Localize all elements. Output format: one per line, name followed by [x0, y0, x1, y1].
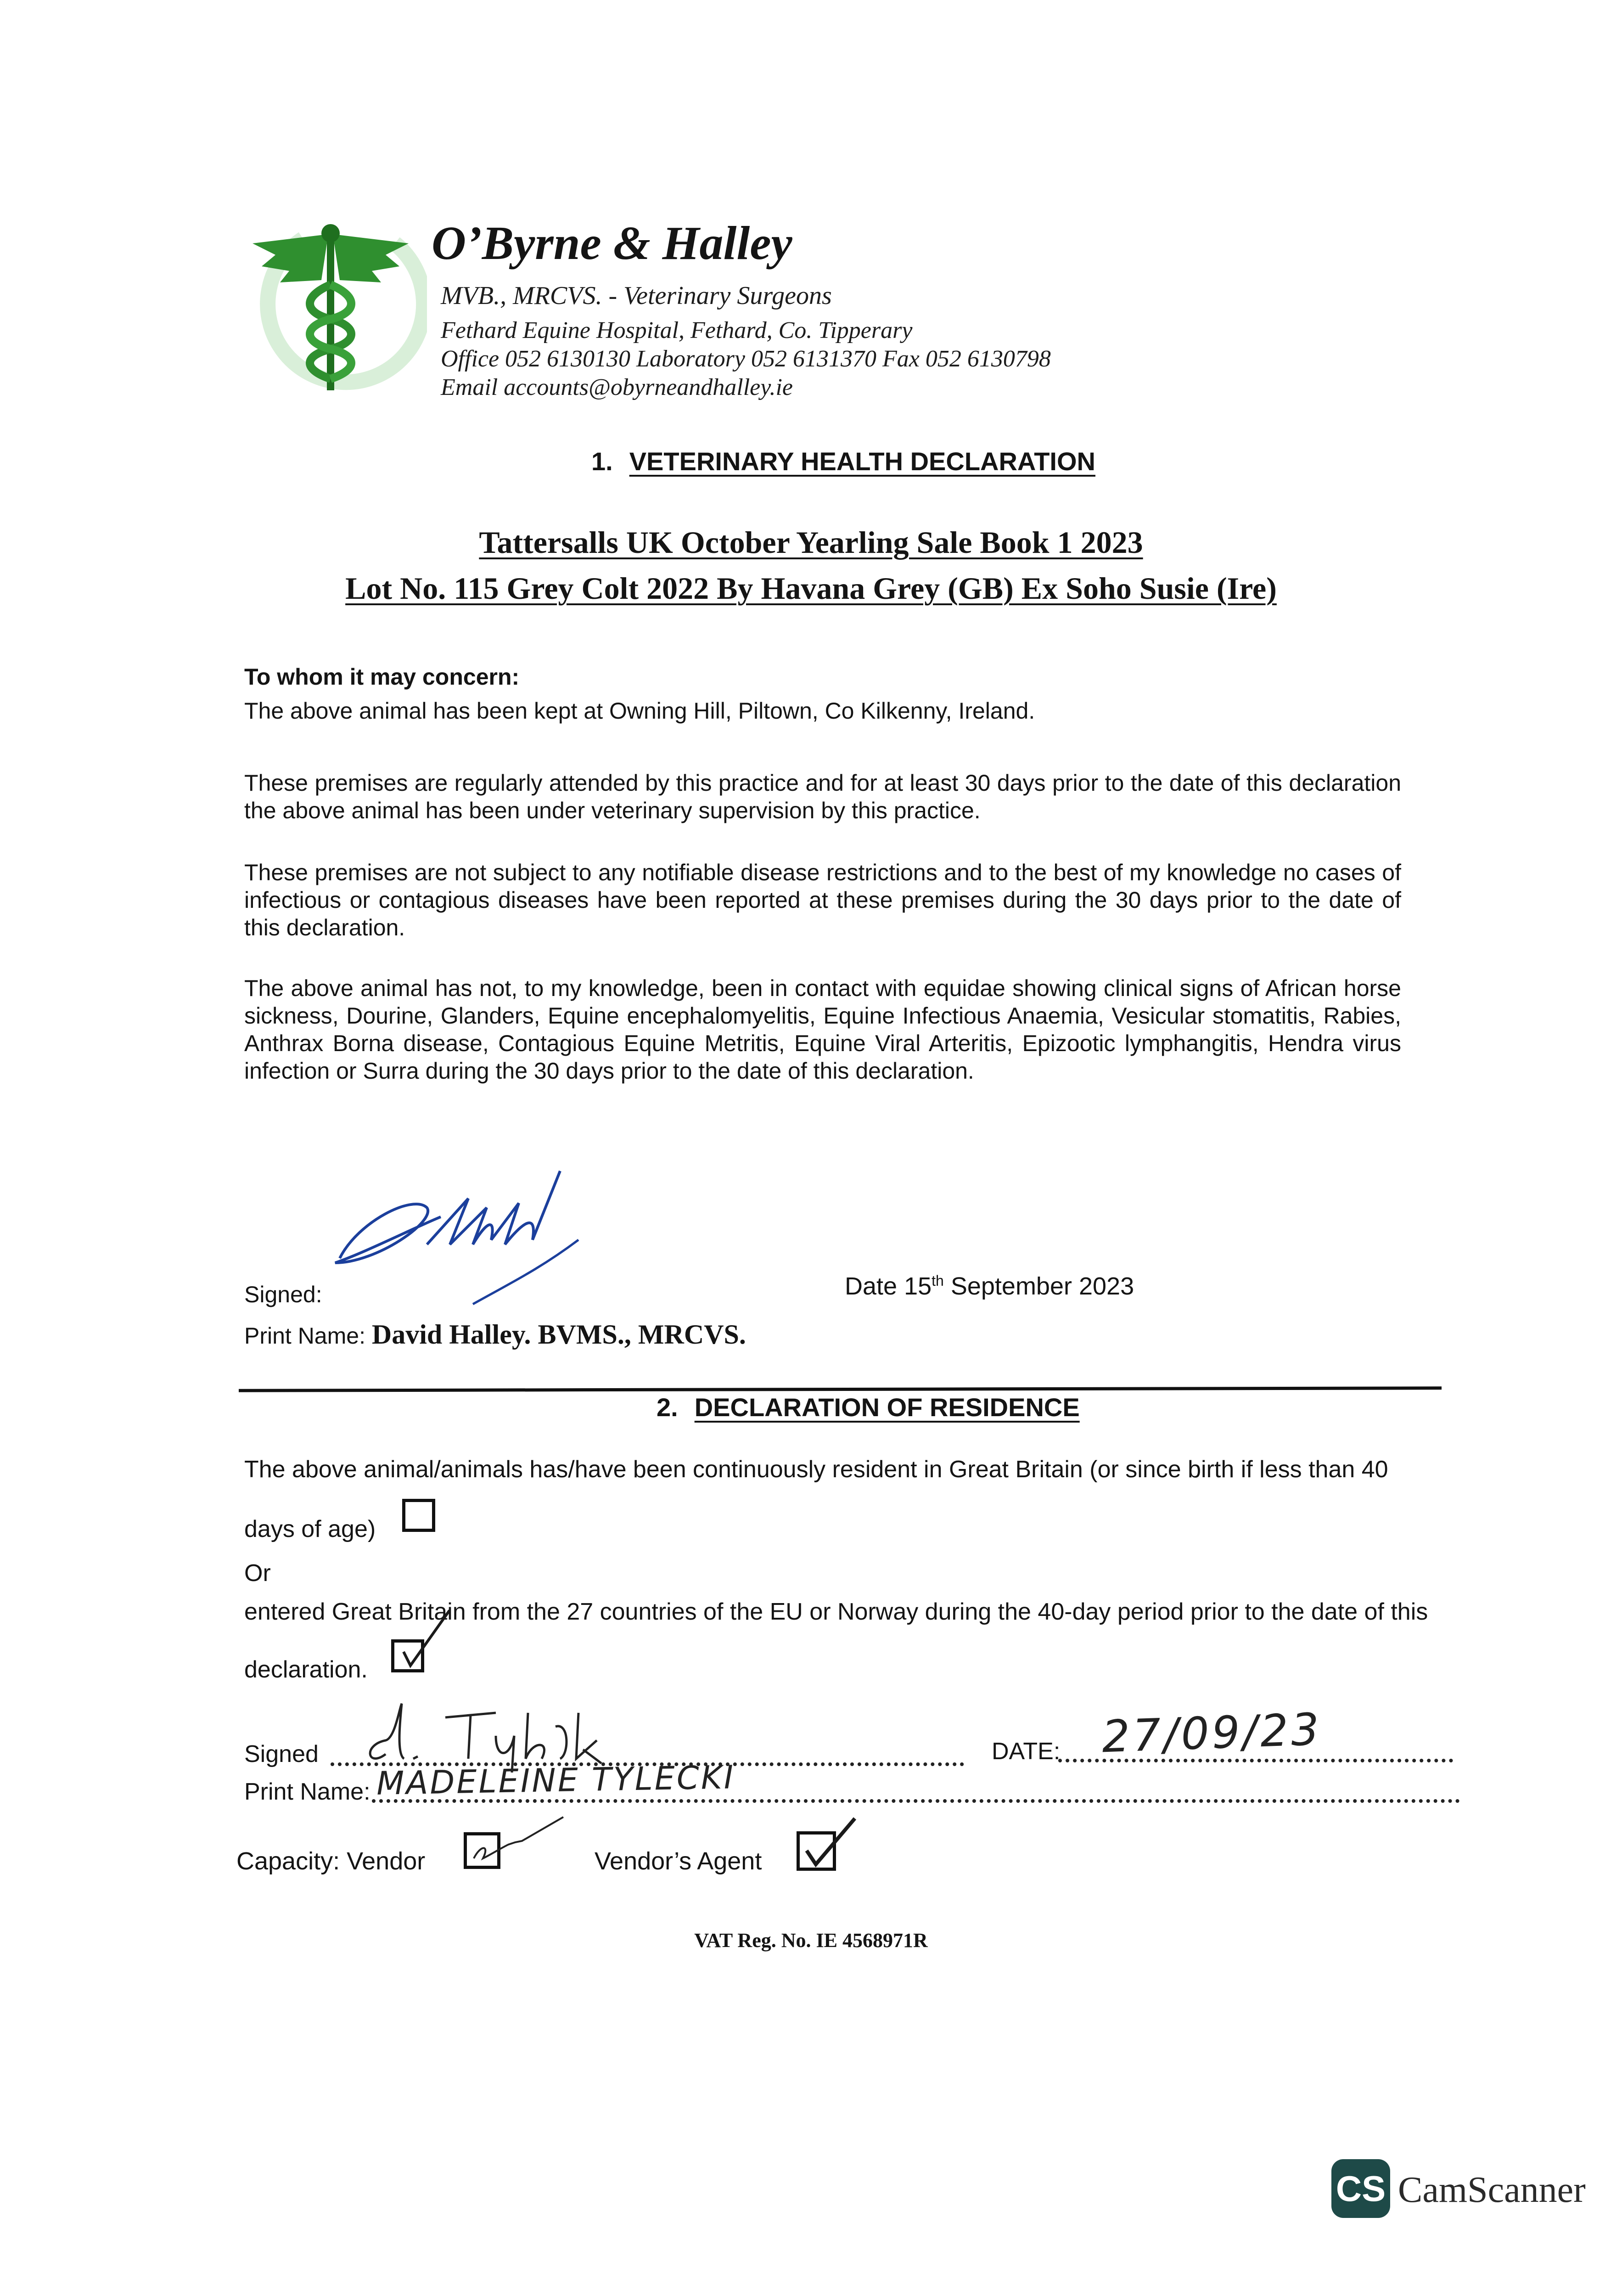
salutation: To whom it may concern:	[244, 664, 520, 690]
print-name-dotted-line	[372, 1799, 1460, 1803]
practice-logo	[234, 216, 427, 409]
sale-title: Tattersalls UK October Yearling Sale Book 1 2023	[479, 525, 1143, 560]
paragraph-supervision: These premises are regularly attended by this practice and for at least 30 days prior to the date of this declaration the above animal has been under veterinary supervision by this practice.	[244, 770, 1401, 823]
vet-print-name-value: David Halley. BVMS., MRCVS.	[371, 1319, 746, 1350]
owner-print-name-value: MADELEINE TYLECKI	[376, 1758, 735, 1802]
section1-title: VETERINARY HEALTH DECLARATION	[629, 447, 1095, 476]
vendor-scribble-icon	[471, 1812, 568, 1868]
agent-checkbox[interactable]	[797, 1831, 836, 1871]
capacity-vendor-label: Capacity: Vendor	[236, 1847, 426, 1875]
owner-signed-label: Signed	[244, 1741, 319, 1767]
vet-date-sup: th	[932, 1272, 944, 1289]
firm-phones: Office 052 6130130 Laboratory 052 6131370 Fax 052 6130798	[441, 346, 1051, 372]
or-label: Or	[244, 1560, 271, 1587]
option1-tail: days of age)	[244, 1516, 376, 1542]
vet-print-name-label: Print Name:	[244, 1323, 372, 1349]
vet-print-name	[244, 1319, 746, 1351]
vet-date-rest: September 2023	[943, 1272, 1134, 1300]
option2-tail: declaration.	[244, 1656, 368, 1683]
firm-address: Fethard Equine Hospital, Fethard, Co. Tipperary	[441, 317, 913, 343]
capacity-agent-label: Vendor’s Agent	[595, 1847, 762, 1875]
vet-date	[845, 1272, 1134, 1300]
owner-date-label: DATE:	[992, 1738, 1061, 1765]
camscanner-logo-icon: CS	[1331, 2159, 1390, 2218]
vet-signature	[321, 1166, 606, 1313]
caduceus-icon	[234, 216, 427, 409]
section2-number: 2.	[657, 1393, 678, 1422]
firm-email: Email accounts@obyrneandhalley.ie	[441, 374, 793, 400]
agent-checkmark-icon	[800, 1807, 869, 1876]
checkmark-icon	[390, 1606, 454, 1675]
firm-name: O’Byrne & Halley	[432, 217, 792, 270]
entered-checkbox[interactable]	[391, 1639, 424, 1672]
paragraph-restrictions: These premises are not subject to any notifiable disease restrictions and to the best of my knowledge no cases of infectious or contagious diseases have been reported at these premises during the 30 days prior to the date of this declaration.	[244, 860, 1401, 940]
firm-qualifications: MVB., MRCVS. - Veterinary Surgeons	[441, 281, 832, 310]
section2-title: DECLARATION OF RESIDENCE	[694, 1393, 1080, 1422]
paragraph-premises: The above animal has been kept at Owning Hill, Piltown, Co Kilkenny, Ireland.	[244, 698, 1035, 724]
section1-number: 1.	[591, 447, 613, 476]
resident-checkbox[interactable]	[402, 1499, 435, 1532]
option2-text: entered Great Britain from the 27 countries of the EU or Norway during the 40-day period prior to the date of this	[244, 1598, 1428, 1625]
section1-heading	[591, 446, 1095, 476]
owner-date-value: 27/09/23	[1101, 1703, 1323, 1763]
vet-signed-label: Signed:	[244, 1282, 322, 1307]
section-divider	[239, 1386, 1442, 1392]
lot-title: Lot No. 115 Grey Colt 2022 By Havana Grey (GB) Ex Soho Susie (Ire)	[345, 571, 1277, 606]
paragraph-contact: The above animal has not, to my knowledge, been in contact with equidae showing clinical signs of African horse sickness, Dourine, Glanders, Equine encephalomyelitis, Equine Infectious Anaemia, Vesicular stomatitis, Rabies, Anthrax Borna disease, Contagious Equine Metritis, Equine Viral Arteritis, Epizootic lymphangitis, Hendra virus infection or Surra during the 30 days prior to the date of this declaration.	[244, 975, 1401, 1084]
camscanner-label: CamScanner	[1398, 2170, 1586, 2210]
section2-heading	[657, 1392, 1080, 1422]
option1-text: The above animal/animals has/have been continuously resident in Great Britain (or since birth if less than 40	[244, 1456, 1388, 1483]
owner-print-name-label: Print Name:	[244, 1778, 370, 1805]
vendor-checkbox[interactable]	[464, 1832, 500, 1869]
vet-date-label: Date 15	[845, 1272, 932, 1300]
vat-number: VAT Reg. No. IE 4568971R	[694, 1929, 928, 1952]
